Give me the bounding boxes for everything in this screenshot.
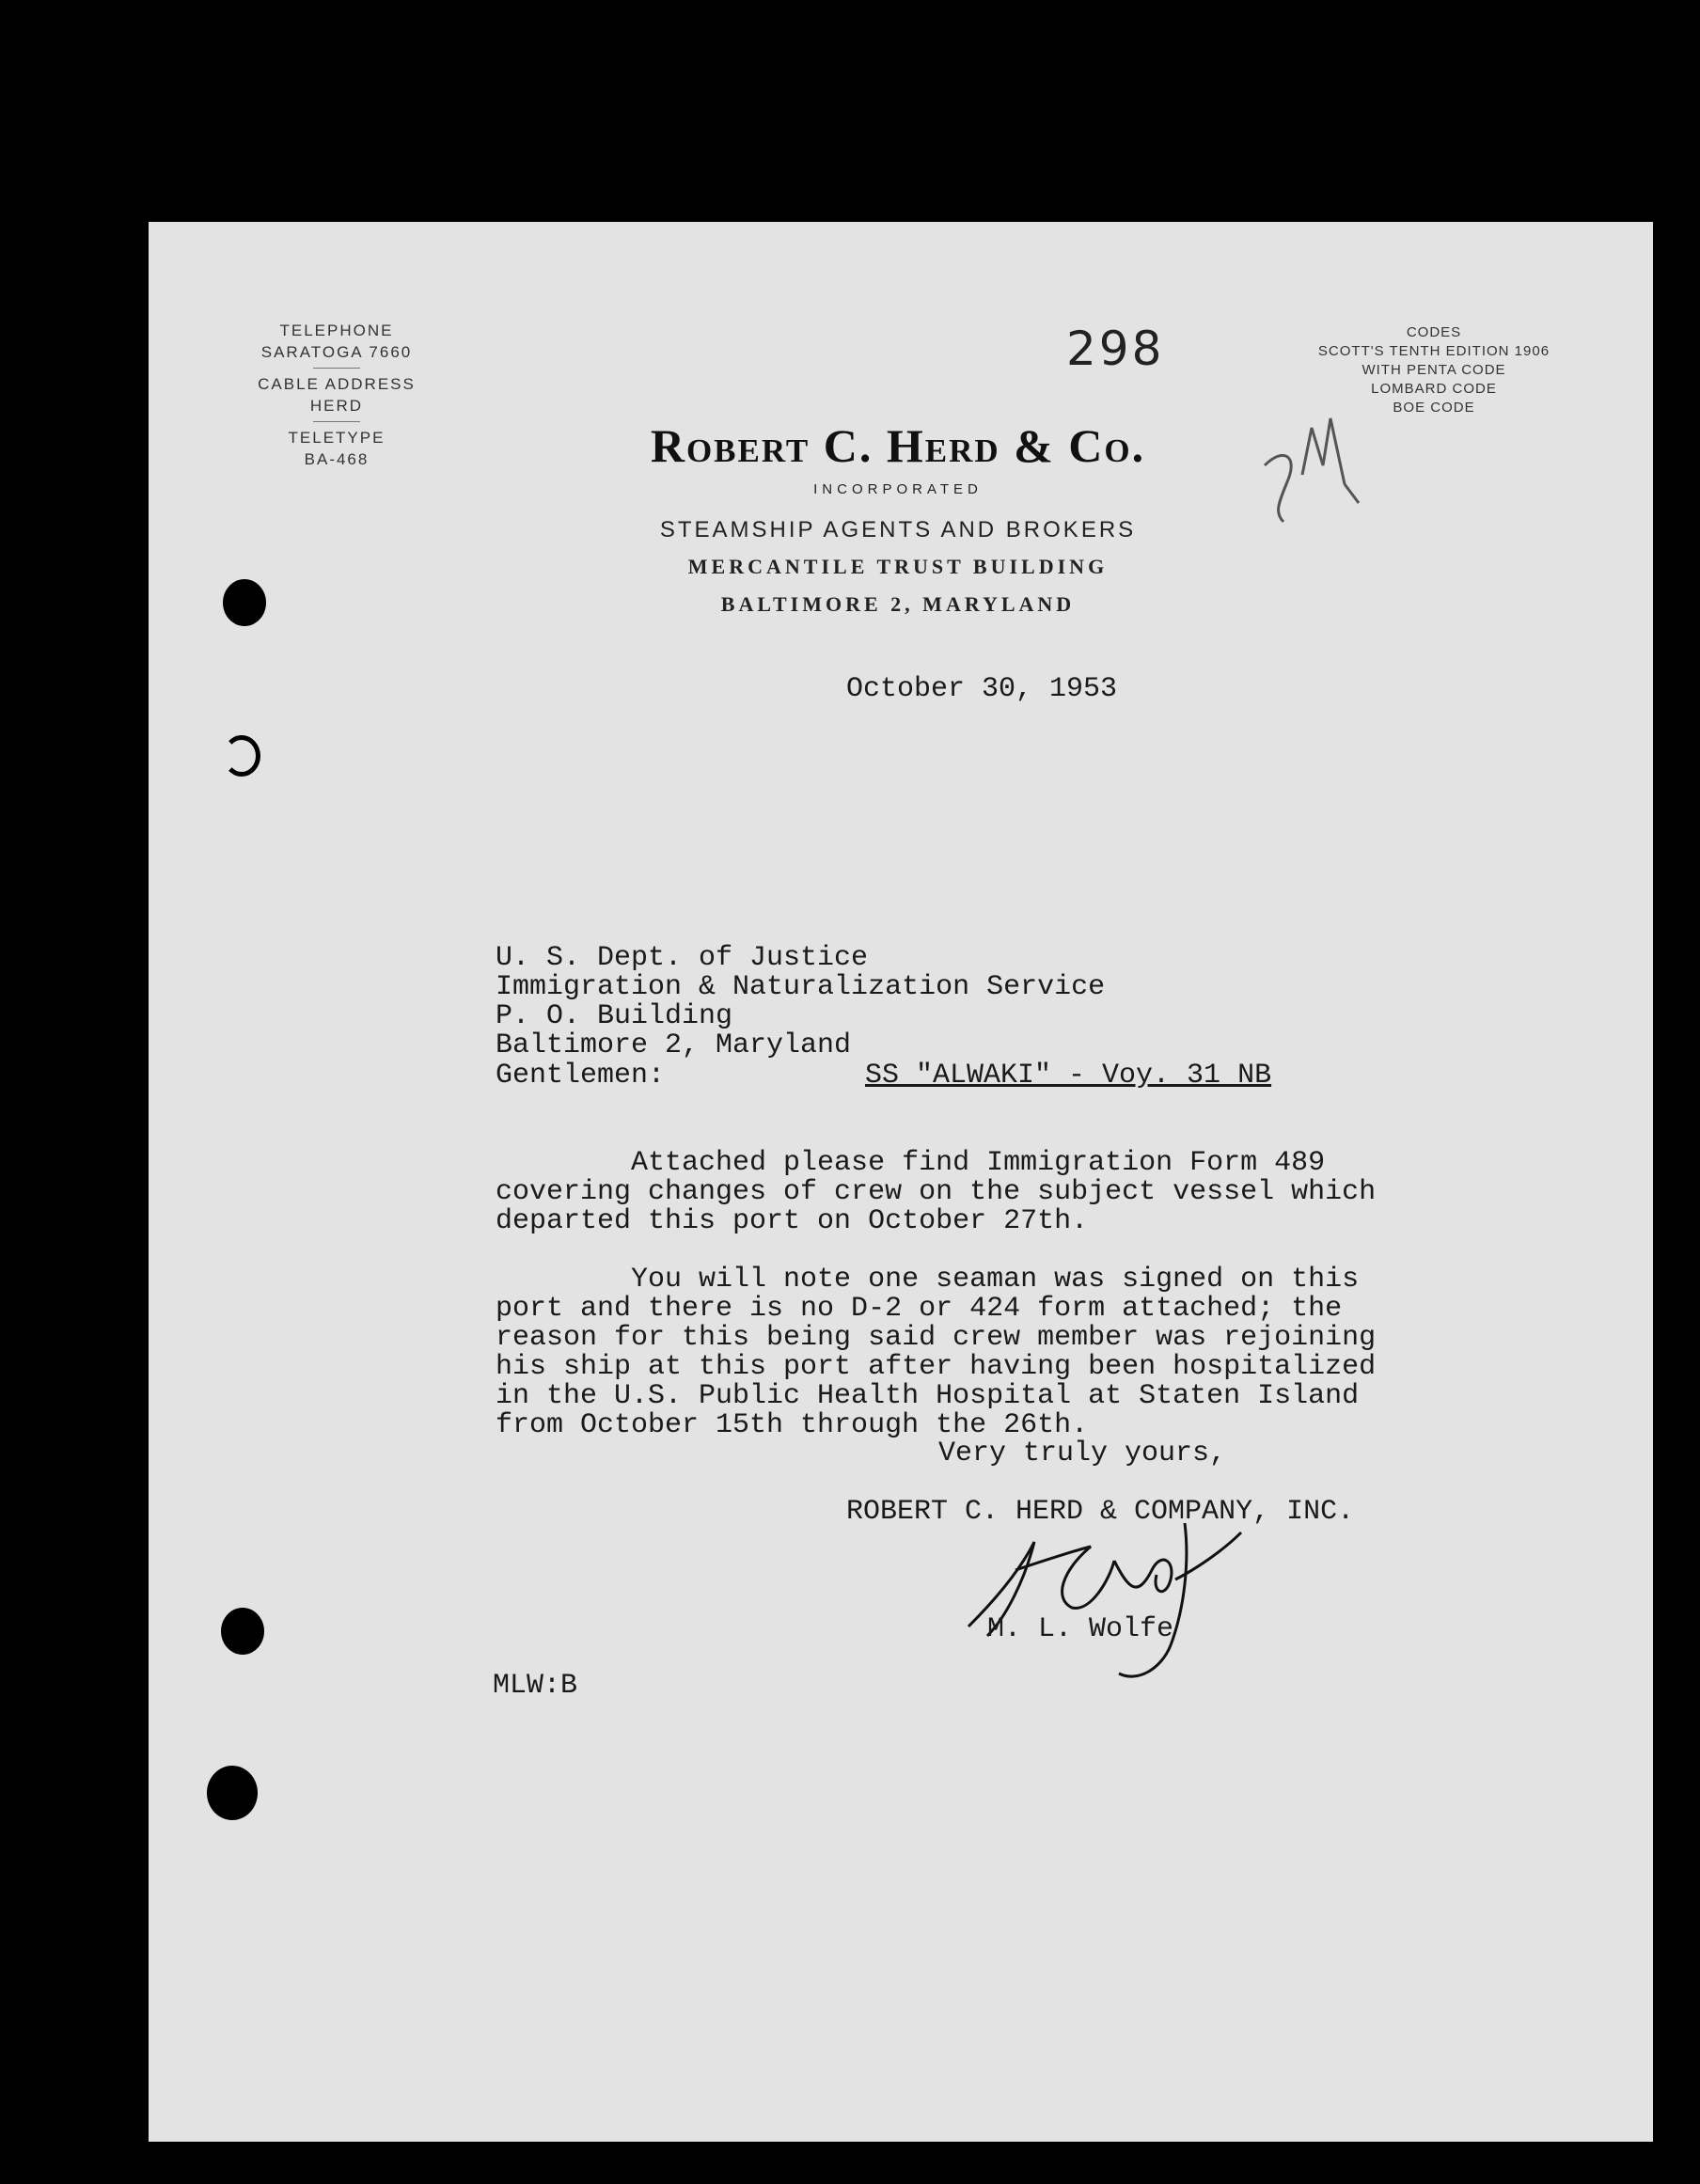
divider [313, 368, 360, 369]
signer-name: M. L. Wolfe [987, 1613, 1174, 1645]
cable-label: CABLE ADDRESS [258, 375, 416, 393]
punch-hole [221, 1608, 264, 1655]
salutation: Gentlemen: [496, 1060, 666, 1092]
codes-label: CODES [1406, 324, 1462, 340]
punch-hole [207, 1766, 258, 1820]
recipient-line: U. S. Dept. of Justice [496, 942, 869, 974]
stamped-page-number: 298 [1066, 322, 1165, 376]
telephone-number: SARATOGA 7660 [260, 343, 413, 361]
letterhead-contact-block [224, 320, 449, 470]
city-address: BALTIMORE 2, MARYLAND [720, 592, 1076, 616]
teletype-label: TELETYPE [288, 429, 386, 447]
body-line: port and there is no D-2 or 424 form attached; the [496, 1293, 1343, 1325]
incorporated-label: INCORPORATED [813, 481, 983, 497]
handwritten-initials [1255, 409, 1396, 550]
code-line: SCOTT'S TENTH EDITION 1906 [1317, 343, 1550, 359]
code-line: WITH PENTA CODE [1362, 362, 1506, 378]
code-line: LOMBARD CODE [1371, 381, 1497, 397]
firm-name: Robert C. Herd & Co. [650, 419, 1146, 472]
body-line: Attached please find Immigration Form 489 [496, 1147, 1326, 1179]
body-line: departed this port on October 27th. [496, 1205, 1089, 1237]
teletype-number: BA-468 [304, 450, 370, 468]
body-line: reason for this being said crew member was rejoining [496, 1322, 1377, 1354]
punch-hole [223, 579, 266, 626]
recipient-line: P. O. Building [496, 1000, 733, 1032]
telephone-label: TELEPHONE [279, 322, 394, 339]
building-address: MERCANTILE TRUST BUILDING [687, 555, 1109, 578]
body-line: in the U.S. Public Health Hospital at Staten Island [496, 1380, 1360, 1412]
reference-initials: MLW:B [493, 1670, 578, 1702]
cable-address: HERD [309, 397, 364, 415]
letterhead-codes-block [1279, 323, 1589, 417]
handwritten-signature [950, 1504, 1260, 1692]
business-description: STEAMSHIP AGENTS AND BROKERS [659, 517, 1137, 542]
body-line: from October 15th through the 26th. [496, 1409, 1089, 1441]
divider [313, 421, 360, 422]
closing: Very truly yours, [938, 1438, 1227, 1469]
letter-date: October 30, 1953 [846, 673, 1118, 705]
code-line: BOE CODE [1393, 400, 1475, 416]
punch-hole-partial [223, 735, 260, 777]
body-paragraph-2 [496, 1236, 1376, 1469]
company-signature-line: ROBERT C. HERD & COMPANY, INC. [846, 1496, 1355, 1528]
body-line: his ship at this port after having been hospitalized [496, 1351, 1377, 1383]
body-line: You will note one seaman was signed on this [496, 1264, 1360, 1296]
recipient-line: Baltimore 2, Maryland [496, 1029, 852, 1061]
subject-line: SS "ALWAKI" - Voy. 31 NB [865, 1060, 1272, 1092]
recipient-line: Immigration & Naturalization Service [496, 971, 1106, 1003]
body-line: covering changes of crew on the subject vessel which [496, 1176, 1377, 1208]
